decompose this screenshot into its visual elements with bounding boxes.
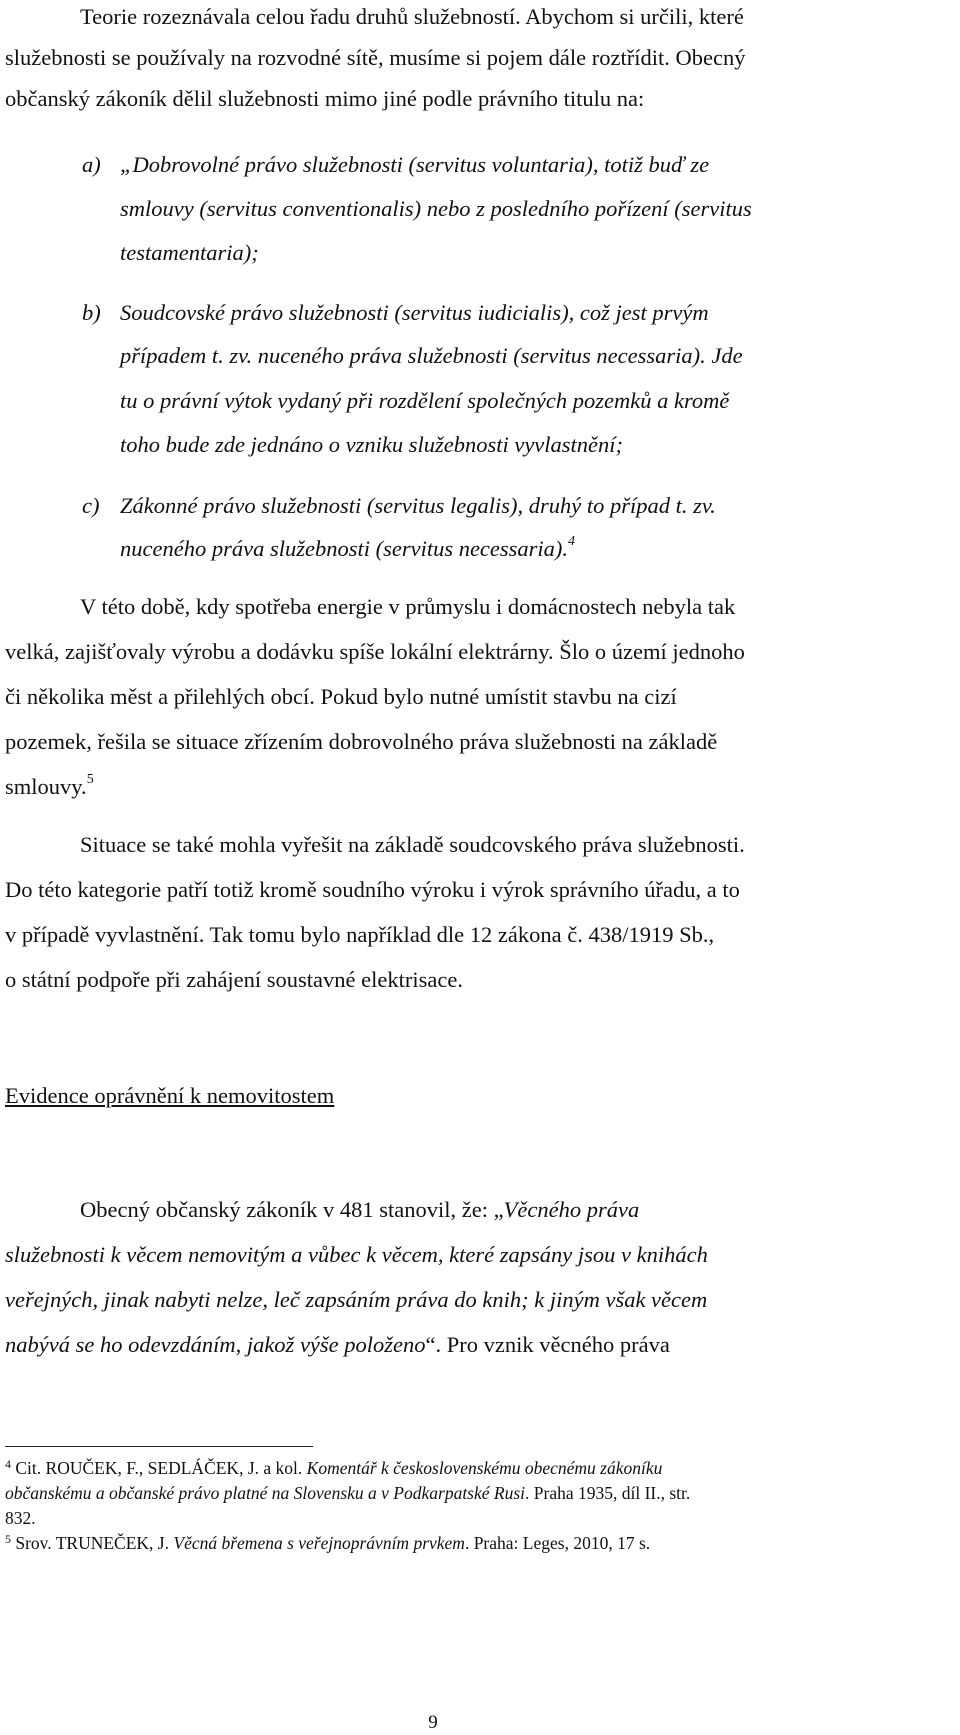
paragraph-2-line-4: pozemek, řešila se situace zřízením dobrovolného práva služebnosti na základě xyxy=(5,729,718,754)
paragraph-4-line-4 xyxy=(5,1334,670,1357)
paragraph-3-line-3: v případě vyvlastnění. Tak tomu bylo například dle 12 zákona č. 438/1919 Sb., xyxy=(5,922,715,947)
footnote-5-title: Věcná břemena s veřejnoprávním prvkem xyxy=(173,1533,465,1553)
paragraph-1-line-3: občanský zákoník dělil služebnosti mimo jiné podle právního titulu na: xyxy=(5,86,645,111)
footnote-ref-4[interactable]: 4 xyxy=(568,534,576,549)
list-b-line-1: Soudcovské právo služebnosti (servitus iudicialis), což jest prvým xyxy=(120,300,709,325)
footnote-4-number: 4 xyxy=(5,1457,11,1471)
page-number: 9 xyxy=(428,1712,438,1733)
list-c-line-1: Zákonné právo služebnosti (servitus legalis), druhý to případ t. zv. xyxy=(120,493,716,518)
paragraph-2-line-1: V této době, kdy spotřeba energie v průmyslu i domácnostech nebyla tak xyxy=(80,594,736,619)
list-marker-a: a) xyxy=(82,152,101,177)
footnote-4-title-cont: občanskému a občanské právo platné na Slovensku a v Podkarpatské Rusi xyxy=(5,1483,526,1503)
footnote-4-line-3: 832. xyxy=(5,1508,36,1528)
footnote-ref-5[interactable]: 5 xyxy=(86,772,94,787)
list-a-line-3: testamentaria); xyxy=(120,240,259,265)
footnote-4-text: Cit. ROUČEK, F., SEDLÁČEK, J. a kol. xyxy=(11,1458,307,1478)
paragraph-4-line-2: služebnosti k věcem nemovitým a vůbec k věcem, které zapsány jsou v knihách xyxy=(5,1242,708,1267)
footnote-separator xyxy=(5,1446,313,1447)
list-b-line-2: případem t. zv. nuceného práva služebnosti (servitus necessaria). Jde xyxy=(120,343,743,368)
paragraph-4-line-4-quote: nabývá se ho odevzdáním, jakož výše položeno xyxy=(5,1332,426,1357)
paragraph-3-line-4: o státní podpoře při zahájení soustavné elektrisace. xyxy=(5,967,463,992)
paragraph-3-line-1: Situace se také mohla vyřešit na základě soudcovského práva služebnosti. xyxy=(80,832,745,857)
footnote-5-number: 5 xyxy=(5,1532,11,1546)
footnote-5-text: Srov. TRUNEČEK, J. xyxy=(11,1533,174,1553)
paragraph-4-line-4-text: “. Pro vznik věcného práva xyxy=(425,1332,670,1357)
list-a-line-2: smlouvy (servitus conventionalis) nebo z posledního pořízení (servitus xyxy=(120,196,752,221)
footnote-5-line xyxy=(5,1532,651,1553)
paragraph-4-line-1 xyxy=(80,1199,639,1222)
footnote-4-publication: . Praha 1935, díl II., str. xyxy=(525,1483,691,1503)
footnote-4-line-2 xyxy=(5,1485,690,1503)
paragraph-4-line-1-quote: Věcného práva xyxy=(503,1197,640,1222)
paragraph-2-line-5 xyxy=(5,772,94,799)
paragraph-2-line-2: velká, zajišťovaly výrobu a dodávku spíše lokální elektrárny. Šlo o území jednoho xyxy=(5,639,745,664)
list-c-line-2-text: nuceného práva služebnosti (servitus necessaria). xyxy=(120,536,569,561)
paragraph-4-line-3: veřejných, jinak nabyti nelze, leč zapsáním práva do knih; k jiným však věcem xyxy=(5,1287,708,1312)
section-heading: Evidence oprávnění k nemovitostem xyxy=(5,1083,335,1108)
paragraph-3-line-2: Do této kategorie patří totiž kromě soudního výroku i výrok správního úřadu, a to xyxy=(5,877,740,902)
list-c-line-2 xyxy=(120,534,576,561)
list-a-line-1: „Dobrovolné právo služebnosti (servitus voluntaria), totiž buď ze xyxy=(120,152,710,177)
list-b-line-3: tu o právní výtok vydaný při rozdělení společných pozemků a kromě xyxy=(120,388,730,413)
paragraph-1-line-1: Teorie rozeznávala celou řadu druhů služebností. Abychom si určili, které xyxy=(80,4,744,29)
list-marker-c: c) xyxy=(82,493,100,518)
paragraph-4-line-1-text: Obecný občanský zákoník v 481 stanovil, že: „ xyxy=(80,1197,504,1222)
footnote-4-line-1 xyxy=(5,1457,663,1478)
paragraph-1-line-2: služebnosti se používaly na rozvodné sítě, musíme si pojem dále roztřídit. Obecný xyxy=(5,45,746,70)
paragraph-2-line-5-text: smlouvy. xyxy=(5,774,87,799)
footnote-5-publication: . Praha: Leges, 2010, 17 s. xyxy=(464,1533,651,1553)
paragraph-2-line-3: či několika měst a přilehlých obcí. Pokud bylo nutné umístit stavbu na cizí xyxy=(5,684,677,709)
footnote-4-title: Komentář k československému obecnému zákoníku xyxy=(306,1458,663,1478)
list-marker-b: b) xyxy=(82,300,101,325)
list-b-line-4: toho bude zde jednáno o vzniku služebnosti vyvlastnění; xyxy=(120,432,624,457)
